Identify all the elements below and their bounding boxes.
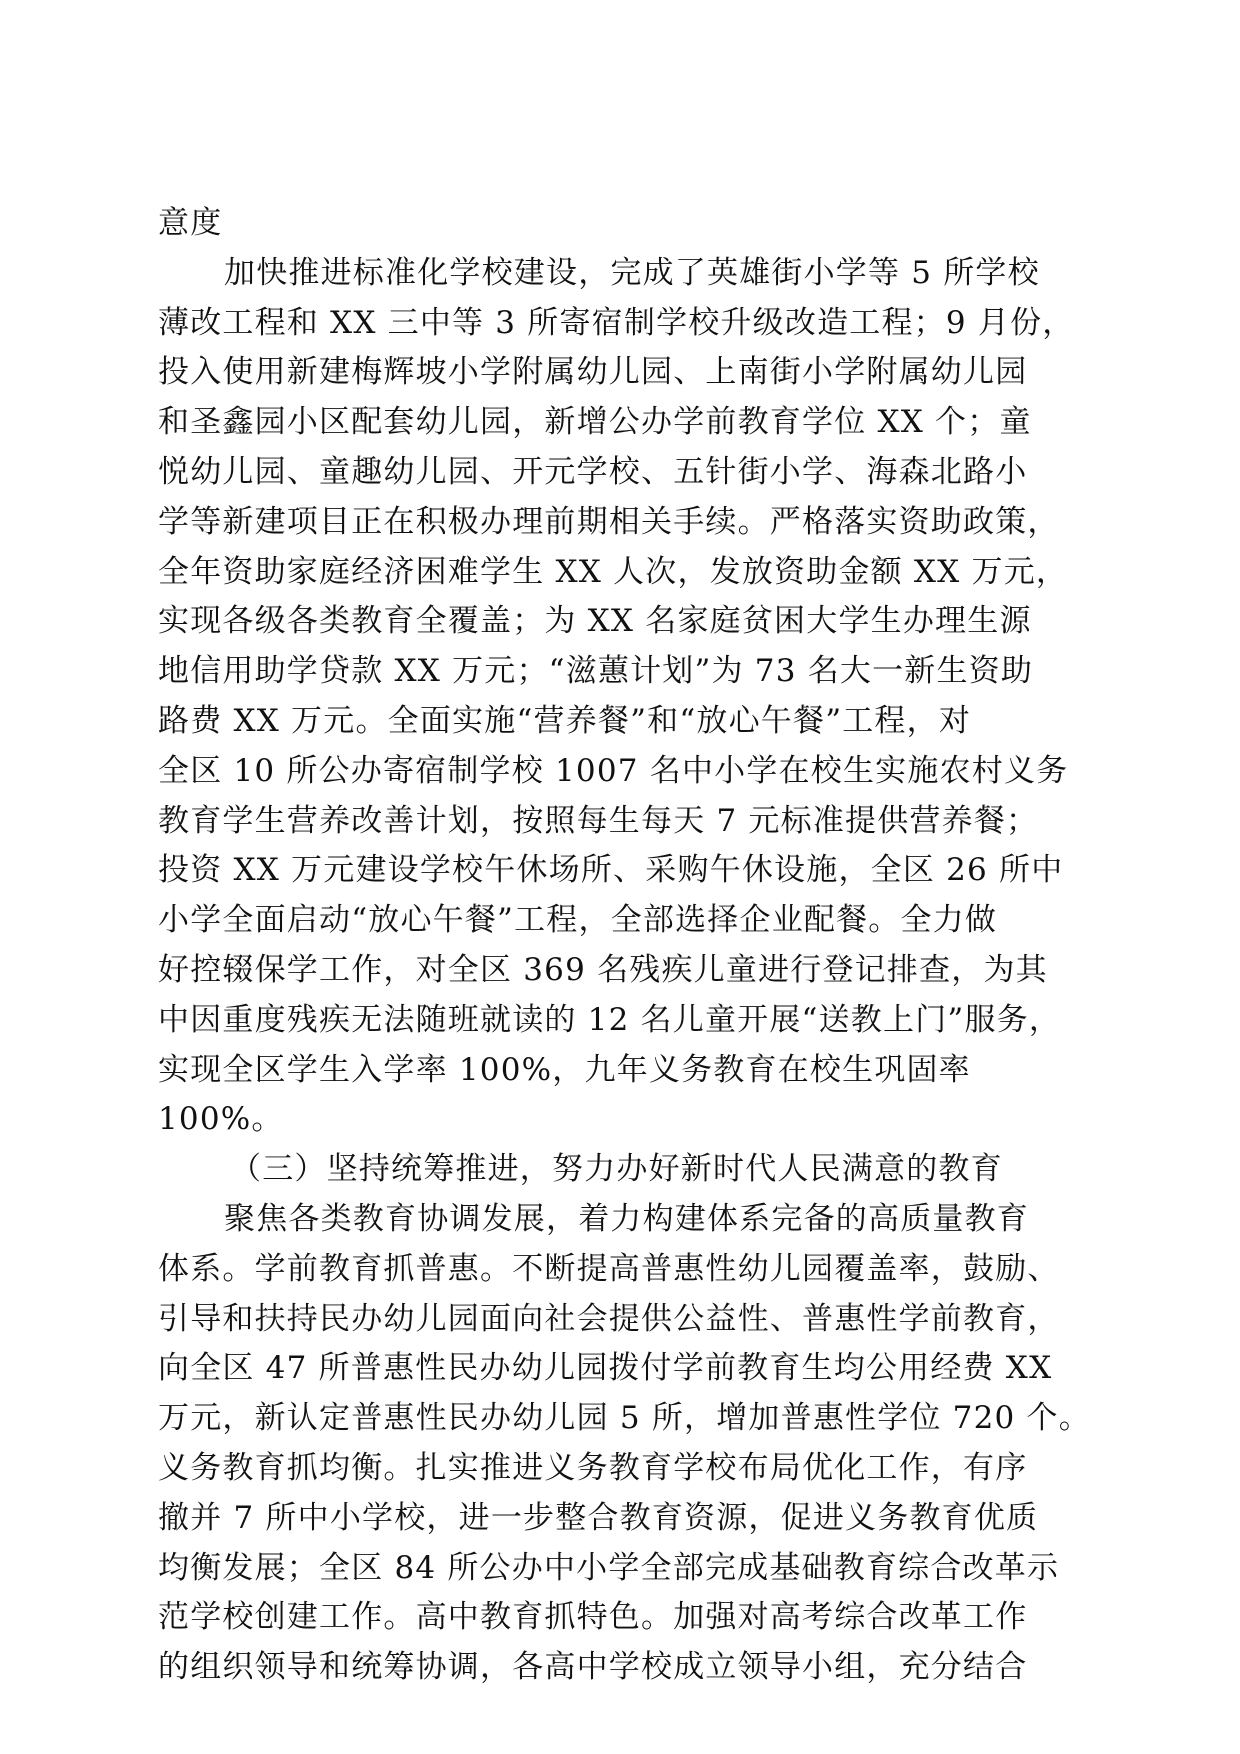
text-line: 撤并 7 所中小学校，进一步整合教育资源，促进义务教育优质 (158, 1499, 1039, 1536)
text-line: 均衡发展；全区 84 所公办中小学全部完成基础教育综合改革示 (158, 1549, 1060, 1586)
text-line: 薄改工程和 XX 三中等 3 所寄宿制学校升级改造工程；9 月份， (158, 304, 1075, 341)
section-heading: （三）坚持统筹推进，努力办好新时代人民满意的教育 (230, 1151, 1003, 1188)
text-line: 学等新建项目正在积极办理前期相关手续。严格落实资助政策， (158, 503, 1060, 540)
paragraph-first-line: 聚焦各类教育协调发展，着力构建体系完备的高质量教育 (224, 1200, 1029, 1237)
text-line: 实现全区学生入学率 100%，九年义务教育在校生巩固率 (158, 1051, 971, 1088)
text-line: 好控辍保学工作，对全区 369 名残疾儿童进行登记排查，为其 (158, 951, 1048, 988)
paragraph-first-line: 加快推进标准化学校建设，完成了英雄街小学等 5 所学校 (224, 254, 1040, 291)
text-line: 的组织领导和统筹协调，各高中学校成立领导小组，充分结合 (158, 1649, 1028, 1686)
text-line: 范学校创建工作。高中教育抓特色。加强对高考综合改革工作 (158, 1599, 1028, 1636)
text-line: 向全区 47 所普惠性民办幼儿园拨付学前教育生均公用经费 XX (158, 1350, 1053, 1387)
text-line: 小学全面启动“放心午餐”工程，全部选择企业配餐。全力做 (158, 902, 998, 939)
text-line: 万元，新认定普惠性民办幼儿园 5 所，增加普惠性学位 720 个。 (158, 1400, 1091, 1437)
text-line: 投资 XX 万元建设学校午休场所、采购午休设施，全区 26 所中 (158, 852, 1064, 889)
text-line: 全年资助家庭经济困难学生 XX 人次，发放资助金额 XX 万元， (158, 553, 1069, 590)
text-line: 地信用助学贷款 XX 万元；“滋蕙计划”为 73 名大一新生资助 (158, 653, 1034, 690)
text-line: 投入使用新建梅辉坡小学附属幼儿园、上南街小学附属幼儿园 (158, 354, 1028, 391)
text-line: 和圣鑫园小区配套幼儿园，新增公办学前教育学位 XX 个；童 (158, 404, 1032, 441)
text-line: 义务教育抓均衡。扎实推进义务教育学校布局优化工作，有序 (158, 1449, 1028, 1486)
text-line: 100%。 (158, 1101, 284, 1138)
text-line: 悦幼儿园、童趣幼儿园、开元学校、五针街小学、海森北路小 (158, 453, 1028, 490)
text-line: 意度 (158, 205, 223, 241)
text-line: 引导和扶持民办幼儿园面向社会提供公益性、普惠性学前教育， (158, 1300, 1060, 1337)
document-body (158, 199, 1091, 1693)
text-line: 中因重度残疾无法随班就读的 12 名儿童开展“送教上门”服务， (158, 1001, 1062, 1038)
text-line: 体系。学前教育抓普惠。不断提高普惠性幼儿园覆盖率，鼓励、 (158, 1250, 1060, 1287)
text-line: 实现各级各类教育全覆盖；为 XX 名家庭贫困大学生办理生源 (158, 603, 1032, 640)
text-line: 全区 10 所公办寄宿制学校 1007 名中小学在校生实施农村义务 (158, 752, 1069, 789)
text-line: 教育学生营养改善计划，按照每生每天 7 元标准提供营养餐； (158, 802, 1039, 839)
text-line: 路费 XX 万元。全面实施“营养餐”和“放心午餐”工程，对 (158, 702, 972, 739)
